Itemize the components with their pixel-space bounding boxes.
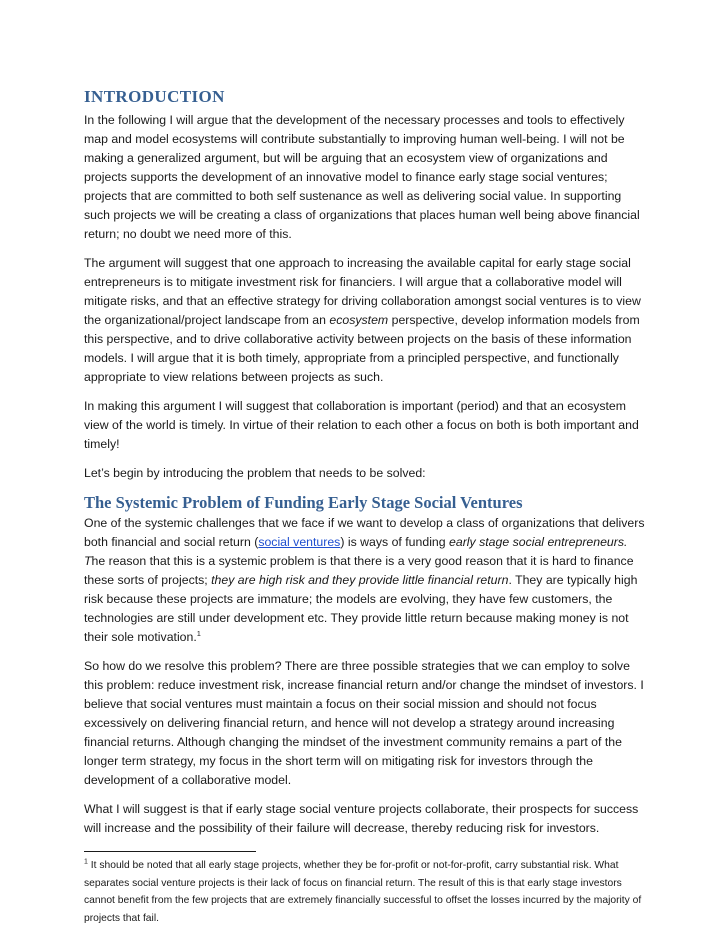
intro-p2-text-b: perspective, develop information models from this perspective, and to drive collaborative activity between projects on the basis of these information models. I will argue that it is both timely, appropriate from a principled perspective, and functionally appropriate to view relations between projects as such.	[84, 313, 640, 384]
intro-p2-emphasis: ecosystem	[329, 313, 389, 327]
introduction-heading: INTRODUCTION	[84, 87, 225, 106]
s2-p1-emphasis-1: early stage social entrepreneurs. T	[84, 535, 628, 568]
footnote-marker: 1	[84, 858, 88, 866]
s2-p1-text-a: One of the systemic challenges that we face if we want to develop a class of organizations that delivers both financial and social return (	[84, 516, 645, 549]
s2-p1-text-b: ) is ways of funding	[340, 535, 450, 549]
intro-p2-text-a: The argument will suggest that one approach to increasing the available capital for early stage social entrepreneurs is to mitigate investment risk for financiers. I will argue that a collaborative model will mitigate risks, and that an effective strategy for driving collaboration amongst social ventures is to view the organizational/project landscape from an	[84, 256, 641, 327]
section-paragraph-3: What I will suggest is that if early stage social venture projects collaborate, their prospects for success will increase and the possibility of their failure will decrease, thereby reducing risk for investors.	[84, 802, 639, 835]
s2-p1-emphasis-2: they are high risk and they provide little financial return	[211, 573, 509, 587]
social-ventures-link[interactable]: social ventures	[258, 535, 341, 549]
section-paragraph-1	[84, 514, 650, 647]
intro-paragraph-3: In making this argument I will suggest that collaboration is important (period) and that an ecosystem view of the world is timely. In virtue of their relation to each other a focus on both is both important and timely!	[84, 399, 639, 451]
section-paragraph-2: So how do we resolve this problem? There are three possible strategies that we can employ to solve this problem: reduce investment risk, increase financial return and/or change the mindset of investors. I believe that social ventures must maintain a focus on their social mission and should not focus excessively on delivering financial return, and hence will not develop a strategy around increasing financial returns. Although changing the mindset of the investment community remains a part of the longer term strategy, my focus in the short term will on mitigating risk for investors through the development of a collaborative model.	[84, 659, 644, 787]
intro-paragraph-1: In the following I will argue that the development of the necessary processes and tools to effectively map and model ecosystems will contribute substantially to improving human well-being. I will not be making a generalized argument, but will be arguing that an ecosystem view of organizations and projects supports the development of an innovative model to finance early stage social ventures; projects that are committed to both self sustenance as well as delivering social value. In supporting such projects we will be creating a class of organizations that places human well being above financial return; no doubt we need more of this.	[84, 113, 640, 241]
intro-paragraph-2	[84, 254, 650, 387]
footnote-text: It should be noted that all early stage projects, whether they be for-profit or not-for-profit, carry substantial risk. What separates social venture projects is their lack of focus on financial return. The result of this is that early stage investors cannot benefit from the few projects that are extremely financially successful to offset the losses incurred by the majority of projects that fail.	[84, 860, 642, 924]
footnote-reference[interactable]: 1	[196, 628, 201, 638]
footnote-separator	[84, 851, 256, 852]
footnote	[84, 857, 650, 927]
s2-p1-text-d: . They are typically high risk because these projects are immature; the models are evolving, they have few customers, the technologies are still under development etc. They provide little return because making money is not their sole motivation.	[84, 573, 638, 644]
s2-p1-text-c: he reason that this is a systemic problem is that there is a very good reason that it is hard to finance these sorts of projects;	[84, 554, 634, 587]
section-heading-systemic-problem: The Systemic Problem of Funding Early Stage Social Ventures	[84, 493, 523, 512]
intro-paragraph-4: Let’s begin by introducing the problem that needs to be solved:	[84, 466, 426, 480]
